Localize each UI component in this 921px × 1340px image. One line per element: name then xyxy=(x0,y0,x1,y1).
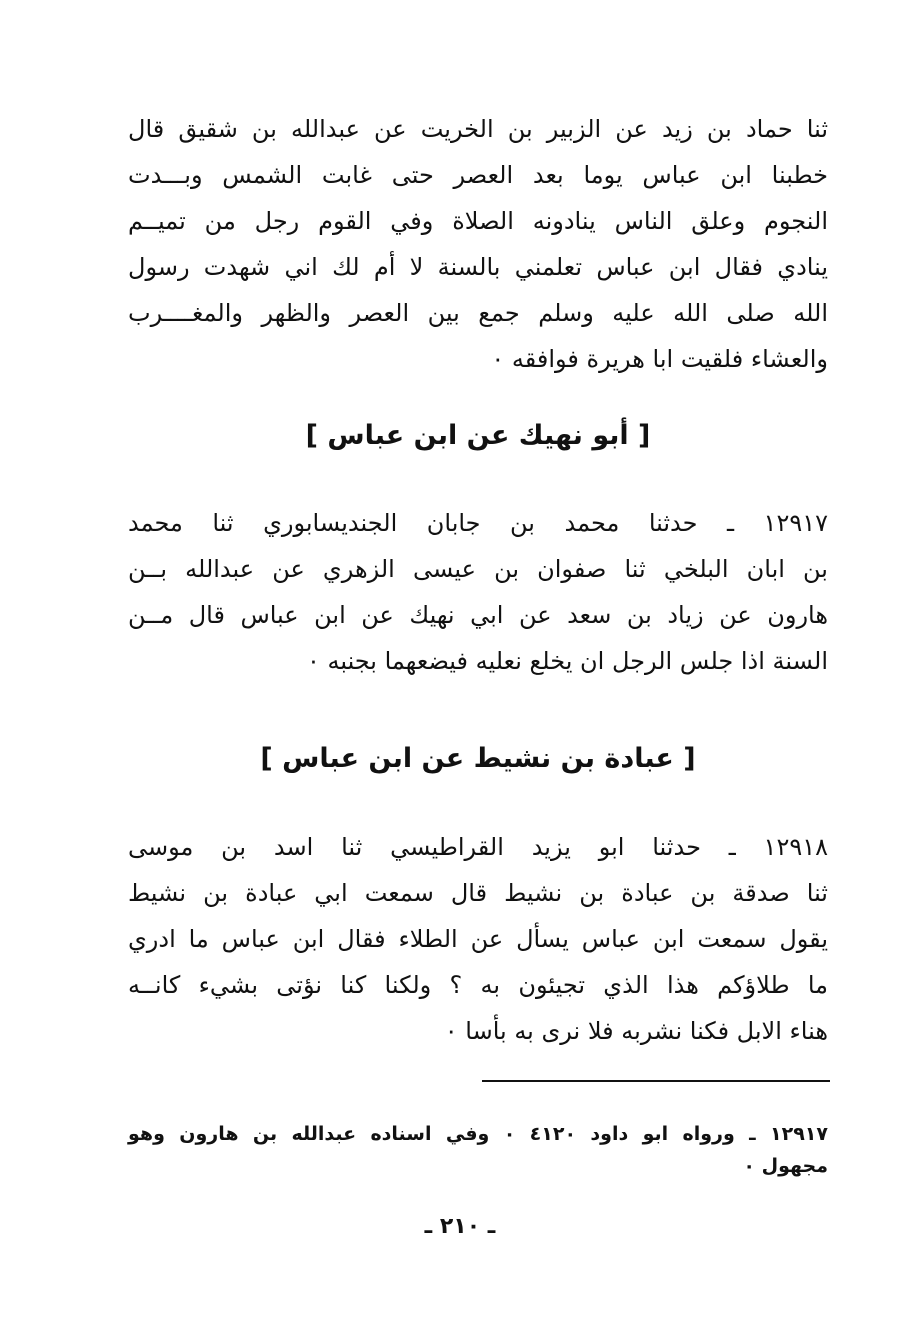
paragraph-line: خطبنا ابن عباس يوما بعد العصر حتى غابت الشمس وبـــدت xyxy=(128,161,828,189)
footnote-line: مجهول ٠ xyxy=(743,1155,828,1177)
paragraph-line: السنة اذا جلس الرجل ان يخلع نعليه فيضعهما بجنبه ٠ xyxy=(306,647,828,675)
paragraph-line: ينادي فقال ابن عباس تعلمني بالسنة لا أم لك اني شهدت رسول xyxy=(128,253,828,281)
paragraph-line: بن ابان البلخي ثنا صفوان بن عيسى الزهري عن عبدالله بــن xyxy=(128,555,828,583)
page-number: ـ ٢١٠ ـ xyxy=(424,1214,496,1239)
paragraph-line: ثنا صدقة بن عبادة بن نشيط قال سمعت ابي عبادة بن نشيط xyxy=(128,879,828,907)
paragraph-line: الله صلى الله عليه وسلم جمع بين العصر والظهر والمغــــرب xyxy=(128,299,828,327)
paragraph-line: النجوم وعلق الناس ينادونه الصلاة وفي القوم رجل من تميــم xyxy=(128,207,828,235)
paragraph-line: ١٢٩١٧ ـ حدثنا محمد بن جابان الجنديسابوري ثنا محمد xyxy=(128,509,828,537)
paragraph-line: يقول سمعت ابن عباس يسأل عن الطلاء فقال ابن عباس ما ادري xyxy=(128,925,828,953)
section-heading-abu-nuhayk: [ أبو نهيك عن ابن عباس ] xyxy=(305,420,651,451)
paragraph-line: والعشاء فلقيت ابا هريرة فوافقه ٠ xyxy=(491,345,828,373)
footnote-divider xyxy=(482,1080,830,1082)
paragraph-line: ثنا حماد بن زيد عن الزبير بن الخريت عن عبدالله بن شقيق قال xyxy=(128,115,828,143)
paragraph-3 xyxy=(128,824,828,1054)
paragraph-line: ١٢٩١٨ ـ حدثنا ابو يزيد القراطيسي ثنا اسد بن موسى xyxy=(128,833,828,861)
footnote-line: ١٢٩١٧ ـ ورواه ابو داود ٤١٢٠ ٠ وفي اسناده عبدالله بن هارون وهو xyxy=(128,1123,828,1145)
section-heading-ubada: [ عبادة بن نشيط عن ابن عباس ] xyxy=(260,743,696,774)
paragraph-line: ما طلاؤكم هذا الذي تجيئون به ؟ ولكنا كنا نؤتى بشيء كانــه xyxy=(128,971,828,999)
paragraph-1 xyxy=(128,106,828,382)
paragraph-line: هناء الابل فكنا نشربه فلا نرى به بأسا ٠ xyxy=(444,1017,828,1045)
paragraph-2 xyxy=(128,500,828,684)
paragraph-line: هارون عن زياد بن سعد عن ابي نهيك عن ابن عباس قال مــن xyxy=(128,601,828,629)
footnote xyxy=(128,1118,828,1182)
